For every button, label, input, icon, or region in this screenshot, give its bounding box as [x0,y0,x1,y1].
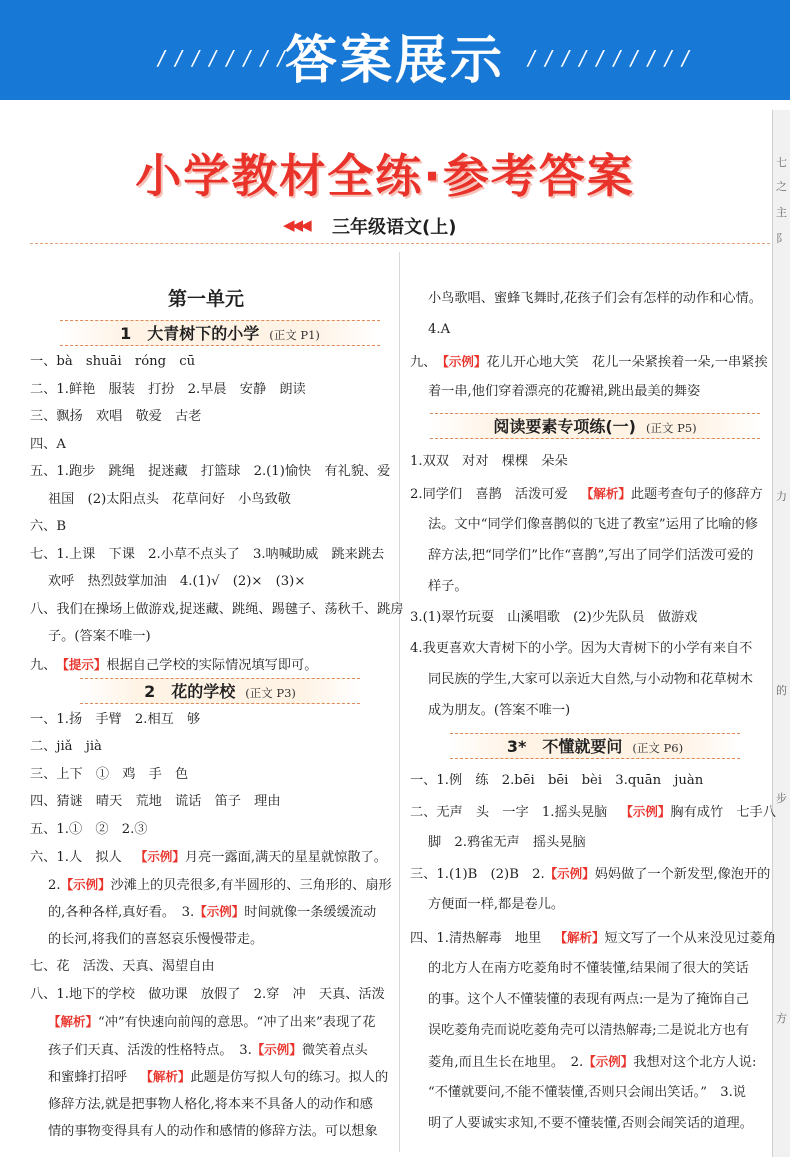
answer-line: 脚 2.鸦雀无声 摇头晃脑 [428,835,586,850]
answer-line [410,480,763,509]
text: 胸有成竹 七手八 [670,805,776,820]
example-tag: 【示例】 [134,849,185,864]
edge-char: 之 [776,180,787,193]
answer-line: 一、1.扬 手臂 2.相互 够 [30,712,201,727]
answer-line: 成为朋友。(答案不唯一) [428,703,571,718]
answer-line: 祖国 (2)太阳点头 花草问好 小鸟致敬 [48,492,291,507]
section-header [430,413,760,439]
section-page-ref: (正文 P3) [245,686,296,700]
answer-line: 情的事物变得具有人的动作和感情的修辞方法。可以想象 [48,1124,378,1139]
edge-char: 步 [776,792,787,805]
answer-line: 4.我更喜欢大青树下的小学。因为大青树下的小学有来自不 [410,641,753,656]
text: “冲”有快速向前闯的意思。“冲了出来”表现了花 [98,1015,376,1030]
section-page-ref: (正文 P1) [269,328,320,342]
analysis-tag: 【解析】 [140,1069,191,1084]
answer-line: 三、上下 ① 鸡 手 色 [30,767,189,782]
text: 2. [48,878,61,893]
answer-line: 一、1.例 练 2.bēi bēi bèi 3.quān juàn [410,773,704,788]
answer-line: 四、A [30,437,66,452]
answer-line: 五、1.跑步 跳绳 捉迷藏 打篮球 2.(1)愉快 有礼貌、爱 [30,464,391,479]
answer-line: 同民族的学生,大家可以亲近大自然,与小动物和花草树木 [428,672,753,687]
example-tag: 【示例】 [60,877,111,892]
text: 二、无声 头 一字 1.摇头晃脑 [410,805,621,820]
text: 九、 [30,658,57,673]
answer-line [410,924,776,953]
adjacent-page-edge [772,110,790,1157]
answer-line: 小鸟歌唱、蜜蜂飞舞时,花孩子们会有怎样的动作和心情。 [428,291,762,306]
edge-char: 力 [776,490,787,503]
text: 沙滩上的贝壳很多,有半圆形的、三角形的、扇形 [110,878,392,893]
example-tag: 【示例】 [583,1054,634,1069]
answer-line [410,348,768,377]
answer-line [410,860,770,889]
arrows-icon: ◀◀◀ [283,216,309,234]
answer-line: 一、bà shuāi róng cū [30,354,196,369]
answer-line: 着一串,他们穿着漂亮的花瓣裙,跳出最美的舞姿 [428,384,701,399]
section-page-ref: (正文 P6) [632,741,684,755]
text: 和蜜蜂打招呼 [48,1070,141,1085]
answer-line: 子。(答案不唯一) [48,629,151,644]
banner [0,0,790,100]
section-header [80,678,360,704]
answer-line: 七、花 活泼、天真、渴望自由 [30,959,215,974]
text: 根据自己学校的实际情况填写即可。 [106,658,318,673]
analysis-tag: 【解析】 [48,1014,99,1029]
answer-line [30,1008,376,1037]
answer-line [30,898,376,927]
banner-slashes-right: / / / / / / / / / / [528,46,691,70]
text: 我想对这个北方人说: [633,1055,757,1070]
text: 三、1.(1)B (2)B 2. [410,867,545,882]
answer-line: 八、我们在操场上做游戏,捉迷藏、跳绳、踢毽子、荡秋千、跳房 [30,602,404,617]
answer-line: 3.(1)翠竹玩耍 山溪唱歌 (2)少先队员 做游戏 [410,610,698,625]
header-divider [30,243,770,244]
answer-line [410,1048,756,1077]
example-tag: 【示例】 [620,804,671,819]
page-title: 小学教材全练·参考答案 [135,149,635,203]
example-tag: 【示例】 [251,1042,302,1057]
text: 菱角,而且生长在地里。 2. [428,1055,584,1070]
section-page-ref: (正文 P5) [645,421,697,435]
answer-line: 五、1.① ② 2.③ [30,822,148,837]
answer-line: 样子。 [428,579,468,594]
text: 月亮一露面,满天的星星就惊散了。 [184,850,387,865]
tip-tag: 【提示】 [56,657,107,672]
answer-line: 八、1.地下的学校 做功课 放假了 2.穿 冲 天真、活泼 [30,987,385,1002]
answer-line [30,1036,368,1065]
answer-line: 误吃菱角壳而说吃菱角壳可以清热解毒;二是说北方也有 [428,1023,749,1038]
banner-slashes-left: / / / / / / / / / / [158,46,321,70]
banner-title: 答案展示 [284,31,505,91]
answer-line: 1.双双 对对 棵棵 朵朵 [410,454,568,469]
section-header [450,733,740,759]
section-title: 阅读要素专项练(一) [493,417,636,436]
answer-line [30,651,317,680]
edge-char: 方 [776,1012,787,1025]
answer-line [30,843,387,872]
answer-line: 4.A [428,322,451,337]
section-title: 3* 不懂就要问 [506,737,623,756]
answer-line: 辞方法,把“同学们”比作“喜鹊”,写出了同学们活泼可爱的 [428,548,754,563]
text: 2.同学们 喜鹊 活泼可爱 [410,487,581,502]
answer-line: 二、1.鲜艳 服装 打扮 2.早晨 安静 朗读 [30,382,306,397]
answer-line: 六、B [30,519,67,534]
page-subtitle: 三年级语文(上) [332,217,457,238]
text: 微笑着点头 [301,1043,368,1058]
example-tag: 【示例】 [544,866,595,881]
answer-line: 的北方人在南方吃菱角时不懂装懂,结果闹了很大的笑话 [428,961,749,976]
answer-line: 明了人要诚实求知,不要不懂装懂,否则会闹笑话的道理。 [428,1116,753,1131]
text: 此题是仿写拟人句的练习。拟人的 [190,1070,389,1085]
text: 花儿开心地大笑 花儿一朵紧挨着一朵,一串紧挨 [486,355,768,370]
text: 短文写了一个从来没见过菱角 [604,931,776,946]
answer-line [30,1063,388,1092]
answer-line: 三、飘扬 欢唱 敬爱 古老 [30,409,202,424]
text: 九、 [410,355,437,370]
answer-line [30,871,392,900]
edge-char: 阝 [776,232,787,245]
text: 六、1.人 拟人 [30,850,135,865]
answer-line: 欢呼 热烈鼓掌加油 4.(1)√ (2)× (3)× [48,574,306,589]
answer-line [410,798,776,827]
section-title: 2 花的学校 [144,682,236,701]
text: 的,各种各样,真好看。 3. [48,905,195,920]
example-tag: 【示例】 [194,904,245,919]
text: 时间就像一条缓缓流动 [244,905,377,920]
text: 妈妈做了一个新发型,像泡开的 [594,867,771,882]
answer-line: 的长河,将我们的喜怒哀乐慢慢带走。 [48,932,264,947]
answer-line: 的事。这个人不懂装懂的表现有两点:一是为了掩饰自己 [428,992,749,1007]
example-tag: 【示例】 [436,354,487,369]
text: 孩子们天真、活泼的性格特点。 3. [48,1043,252,1058]
answer-line: 法。文中“同学们像喜鹊似的飞进了教室”运用了比喻的修 [428,517,758,532]
answer-line: 七、1.上课 下课 2.小草不点头了 3.呐喊助威 跳来跳去 [30,547,385,562]
analysis-tag: 【解析】 [554,930,605,945]
analysis-tag: 【解析】 [580,486,631,501]
text: 四、1.清热解毒 地里 [410,931,555,946]
edge-char: 的 [776,684,787,697]
section-header [60,320,380,346]
answer-line: 四、猜谜 晴天 荒地 谎话 笛子 理由 [30,794,281,809]
answer-line: 二、jiǎ jià [30,739,102,754]
unit-title: 第一单元 [168,288,245,310]
answer-line: 方便面一样,都是卷儿。 [428,897,565,912]
section-title: 1 大青树下的小学 [120,324,260,343]
answer-line: “不懂就要问,不能不懂装懂,否则只会闹出笑话。” 3.说 [428,1085,746,1100]
edge-char: 主 [776,206,787,219]
answer-line: 修辞方法,就是把事物人格化,将本来不具备人的动作和感 [48,1097,373,1112]
text: 此题考查句子的修辞方 [630,487,763,502]
column-divider [399,252,400,1152]
edge-char: 七 [776,156,787,169]
